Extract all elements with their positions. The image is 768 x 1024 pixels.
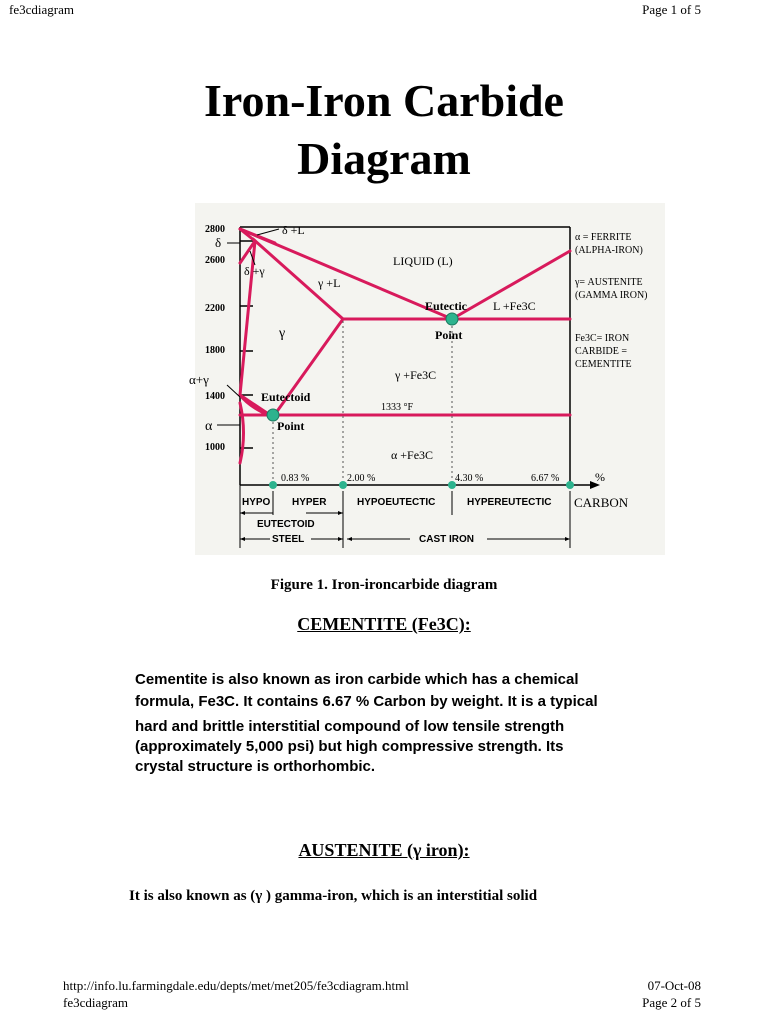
legend-gamma-2: (GAMMA IRON): [575, 290, 648, 301]
austenite-heading: AUSTENITE (γ iron):: [298, 840, 470, 860]
legend-alpha-1: α = FERRITE: [575, 232, 632, 243]
comp-4-30: 4.30 %: [455, 473, 484, 484]
austenite-line-1: It is also known as (γ ) gamma-iron, which is an interstitial solid: [129, 888, 538, 904]
y-tick-label-1400: 1400: [205, 391, 225, 402]
label-gamma-fe3c: γ +Fe3C: [395, 368, 437, 382]
region-hypereutectic: HYPEREUTECTIC: [467, 497, 552, 508]
y-tick-label-2600: 2600: [205, 255, 225, 266]
figure-caption: Figure 1. Iron-ironcarbide diagram: [270, 577, 498, 593]
label-eutectic: Eutectic: [425, 299, 467, 313]
cementite-line-5: crystal structure is orthorhombic.: [135, 758, 376, 775]
y-tick-label-1000: 1000: [205, 442, 225, 453]
label-eutectic-point: Point: [435, 328, 463, 342]
legend-fe3c-2: CARBIDE =: [575, 346, 628, 357]
legend-gamma-1: γ= AUSTENITE: [575, 277, 643, 288]
label-delta-gamma: δ +γ: [244, 264, 265, 278]
label-delta: δ: [215, 235, 222, 250]
y-tick-label-2200: 2200: [205, 303, 225, 314]
footer-url[interactable]: http://info.lu.farmingdale.edu/depts/met/met205/fe3cdiagram.html: [63, 978, 409, 993]
cementite-line-4: (approximately 5,000 psi) but high compressive strength. Its: [135, 738, 564, 755]
cementite-line-3: hard and brittle interstitial compound of low tensile strength: [135, 718, 565, 735]
cementite-line-1: Cementite is also known as iron carbide which has a chemical: [135, 671, 579, 688]
y-tick-label-2800: 2800: [205, 224, 225, 235]
group-steel: STEEL: [272, 534, 305, 545]
legend-fe3c-1: Fe3C= IRON: [575, 333, 630, 344]
page-header-left: fe3cdiagram: [9, 2, 74, 17]
label-1333f: 1333 °F: [381, 402, 414, 413]
label-l-fe3c: L +Fe3C: [493, 299, 536, 313]
label-eutectoid: Eutectoid: [261, 390, 311, 404]
iron-carbide-phase-diagram: [189, 203, 665, 555]
axis-marker-2-00: [339, 481, 347, 489]
region-hypo: HYPO: [242, 497, 271, 508]
label-liquid: LIQUID (L): [393, 254, 453, 268]
axis-label-carbon: CARBON: [574, 495, 629, 510]
label-gamma: γ: [279, 326, 286, 341]
page-title-line1: Iron-Iron Carbide: [204, 75, 564, 126]
label-delta-l: δ +L: [282, 223, 305, 237]
axis-marker-6-67: [566, 481, 574, 489]
group-cast-iron: CAST IRON: [419, 534, 474, 545]
label-gamma-l: γ +L: [318, 276, 341, 290]
page-header-right: Page 1 of 5: [642, 2, 701, 17]
cementite-line-2: formula, Fe3C. It contains 6.67 % Carbon by weight. It is a typical: [135, 693, 598, 710]
page-title-line2: Diagram: [297, 133, 471, 184]
legend-fe3c-3: CEMENTITE: [575, 359, 632, 370]
label-eutectoid-point: Point: [277, 419, 305, 433]
eutectic-point-marker: [446, 313, 458, 325]
footer-right: Page 2 of 5: [642, 995, 701, 1010]
comp-percent: %: [595, 470, 605, 484]
comp-2-00: 2.00 %: [347, 473, 376, 484]
group-eutectoid: EUTECTOID: [257, 519, 315, 530]
comp-6-67: 6.67 %: [531, 473, 560, 484]
comp-0-83: 0.83 %: [281, 473, 310, 484]
axis-marker-0-83: [269, 481, 277, 489]
region-hyper: HYPER: [292, 497, 327, 508]
footer-date: 07-Oct-08: [647, 978, 701, 993]
label-alpha-gamma: α+γ: [189, 372, 209, 387]
legend-alpha-2: (ALPHA-IRON): [575, 245, 643, 256]
label-alpha: α: [205, 419, 213, 434]
cementite-heading: CEMENTITE (Fe3C):: [297, 614, 471, 634]
footer-left: fe3cdiagram: [63, 995, 128, 1010]
region-hypoeutectic: HYPOEUTECTIC: [357, 497, 436, 508]
label-alpha-fe3c: α +Fe3C: [391, 448, 434, 462]
y-tick-label-1800: 1800: [205, 345, 225, 356]
